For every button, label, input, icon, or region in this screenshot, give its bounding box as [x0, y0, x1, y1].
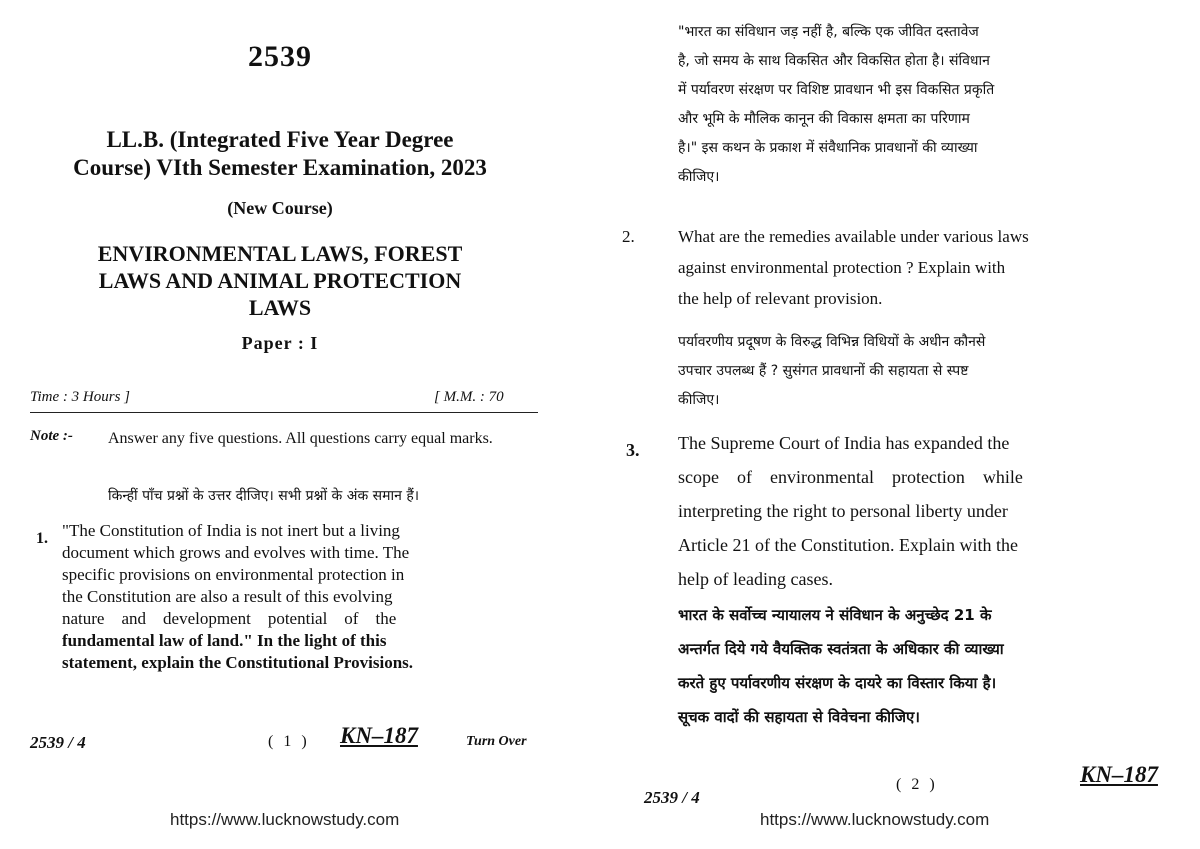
question-1-number: 1.: [36, 530, 48, 547]
q2-hindi-line: उपचार उपलब्ध हैं ? सुसंगत प्रावधानों की सहायता से स्पष्ट: [678, 363, 969, 379]
q1-line: fundamental law of land." In the light of this: [62, 631, 387, 650]
q3-line: help of leading cases.: [678, 569, 833, 589]
question-2-number: 2.: [622, 227, 635, 246]
question-2-hindi: [678, 328, 1198, 415]
question-1-english: [62, 520, 542, 674]
q1-hindi-line: "भारत का संविधान जड़ नहीं है, बल्कि एक जीवित दस्तावेज: [678, 24, 979, 40]
q1-line: the Constitution are also a result of this evolving: [62, 587, 393, 606]
q3-line: Article 21 of the Constitution. Explain with the: [678, 535, 1018, 555]
q3-hindi-line: सूचक वादों की सहायता से विवेचना कीजिए।: [678, 708, 920, 726]
q1-hindi-line: और भूमि के मौलिक कानून की विकास क्षमता का परिणाम: [678, 111, 970, 127]
page-2: [600, 0, 1200, 849]
q3-line: The Supreme Court of India has expanded the: [678, 433, 1010, 453]
max-marks: [ M.M. : 70: [434, 389, 504, 405]
q2-hindi-line: पर्यावरणीय प्रदूषण के विरुद्ध विभिन्न विधियों के अधीन कौनसे: [678, 334, 986, 350]
q3-line: interpreting the right to personal liberty under: [678, 501, 1008, 521]
source-url: https://www.lucknowstudy.com: [760, 810, 990, 829]
q2-hindi-line: कीजिए।: [678, 392, 720, 408]
subject-title-line-2: LAWS AND ANIMAL PROTECTION: [98, 268, 462, 293]
q1-hindi-line: है।" इस कथन के प्रकाश में संवैधानिक प्रावधानों की व्याख्या: [678, 140, 978, 156]
source-url: https://www.lucknowstudy.com: [170, 810, 400, 829]
footer-paper-code: 2539 / 4: [30, 733, 86, 752]
kn-code: KN–187: [340, 723, 418, 748]
divider: [30, 412, 538, 413]
course-title-line-1: LL.B. (Integrated Five Year Degree: [106, 127, 454, 152]
question-3-english: [678, 426, 1198, 596]
q3-hindi-line: भारत के सर्वोच्च न्यायालय ने संविधान के अनुच्छेद 21 के: [678, 606, 992, 624]
q2-line: the help of relevant provision.: [678, 289, 883, 308]
q3-hindi-line: अन्तर्गत दिये गये वैयक्तिक स्वतंत्रता के अधिकार की व्याख्या: [678, 640, 1004, 658]
q1-line: statement, explain the Constitutional Provisions.: [62, 653, 414, 672]
note-label: Note :-: [30, 428, 73, 444]
question-3-number: 3.: [626, 440, 640, 460]
question-2-english: [678, 221, 1198, 314]
paper-code: 2539: [248, 40, 312, 73]
kn-code: KN–187: [1080, 762, 1158, 787]
question-3-hindi: [678, 598, 1200, 734]
paper-number: Paper : I: [241, 333, 319, 353]
q2-line: against environmental protection ? Explain with: [678, 258, 1006, 277]
q1-line: document which grows and evolves with time. The: [62, 543, 410, 562]
q2-line: What are the remedies available under various laws: [678, 227, 1029, 246]
q1-hindi-line: में पर्यावरण संरक्षण पर विशिष्ट प्रावधान भी इस विकसित प्रकृति: [678, 82, 995, 98]
q1-hindi-line: है, जो समय के साथ विकसित और विकसित होता है। संविधान: [678, 53, 990, 69]
page-number: ( 2 ): [896, 776, 938, 793]
q1-line: nature and development potential of the: [62, 609, 397, 628]
q1-hindi-line: कीजिए।: [678, 169, 720, 185]
q3-line: scope of environmental protection while: [678, 467, 1023, 487]
new-course-label: (New Course): [227, 198, 333, 218]
q1-line: "The Constitution of India is not inert but a living: [62, 521, 400, 540]
subject-title-line-3: LAWS: [248, 295, 312, 320]
course-title: [20, 126, 540, 182]
q3-hindi-line: करते हुए पर्यावरणीय संरक्षण के दायरे का विस्तार किया है।: [678, 674, 997, 692]
page-number: ( 1 ): [268, 733, 310, 750]
note-english: Answer any five questions. All questions carry equal marks.: [108, 430, 493, 447]
footer-paper-code: 2539 / 4: [644, 788, 700, 807]
subject-title: [30, 240, 530, 321]
q1-line: specific provisions on environmental protection in: [62, 565, 405, 584]
turn-over-label: Turn Over: [466, 734, 527, 749]
subject-title-line-1: ENVIRONMENTAL LAWS, FOREST: [97, 241, 463, 266]
note-hindi: किन्हीं पाँच प्रश्नों के उत्तर दीजिए। सभी प्रश्नों के अंक समान हैं।: [108, 488, 420, 504]
time-allowed: Time : 3 Hours ]: [30, 389, 131, 405]
question-1-hindi: [678, 18, 1198, 192]
course-title-line-2: Course) VIth Semester Examination, 2023: [73, 155, 487, 180]
